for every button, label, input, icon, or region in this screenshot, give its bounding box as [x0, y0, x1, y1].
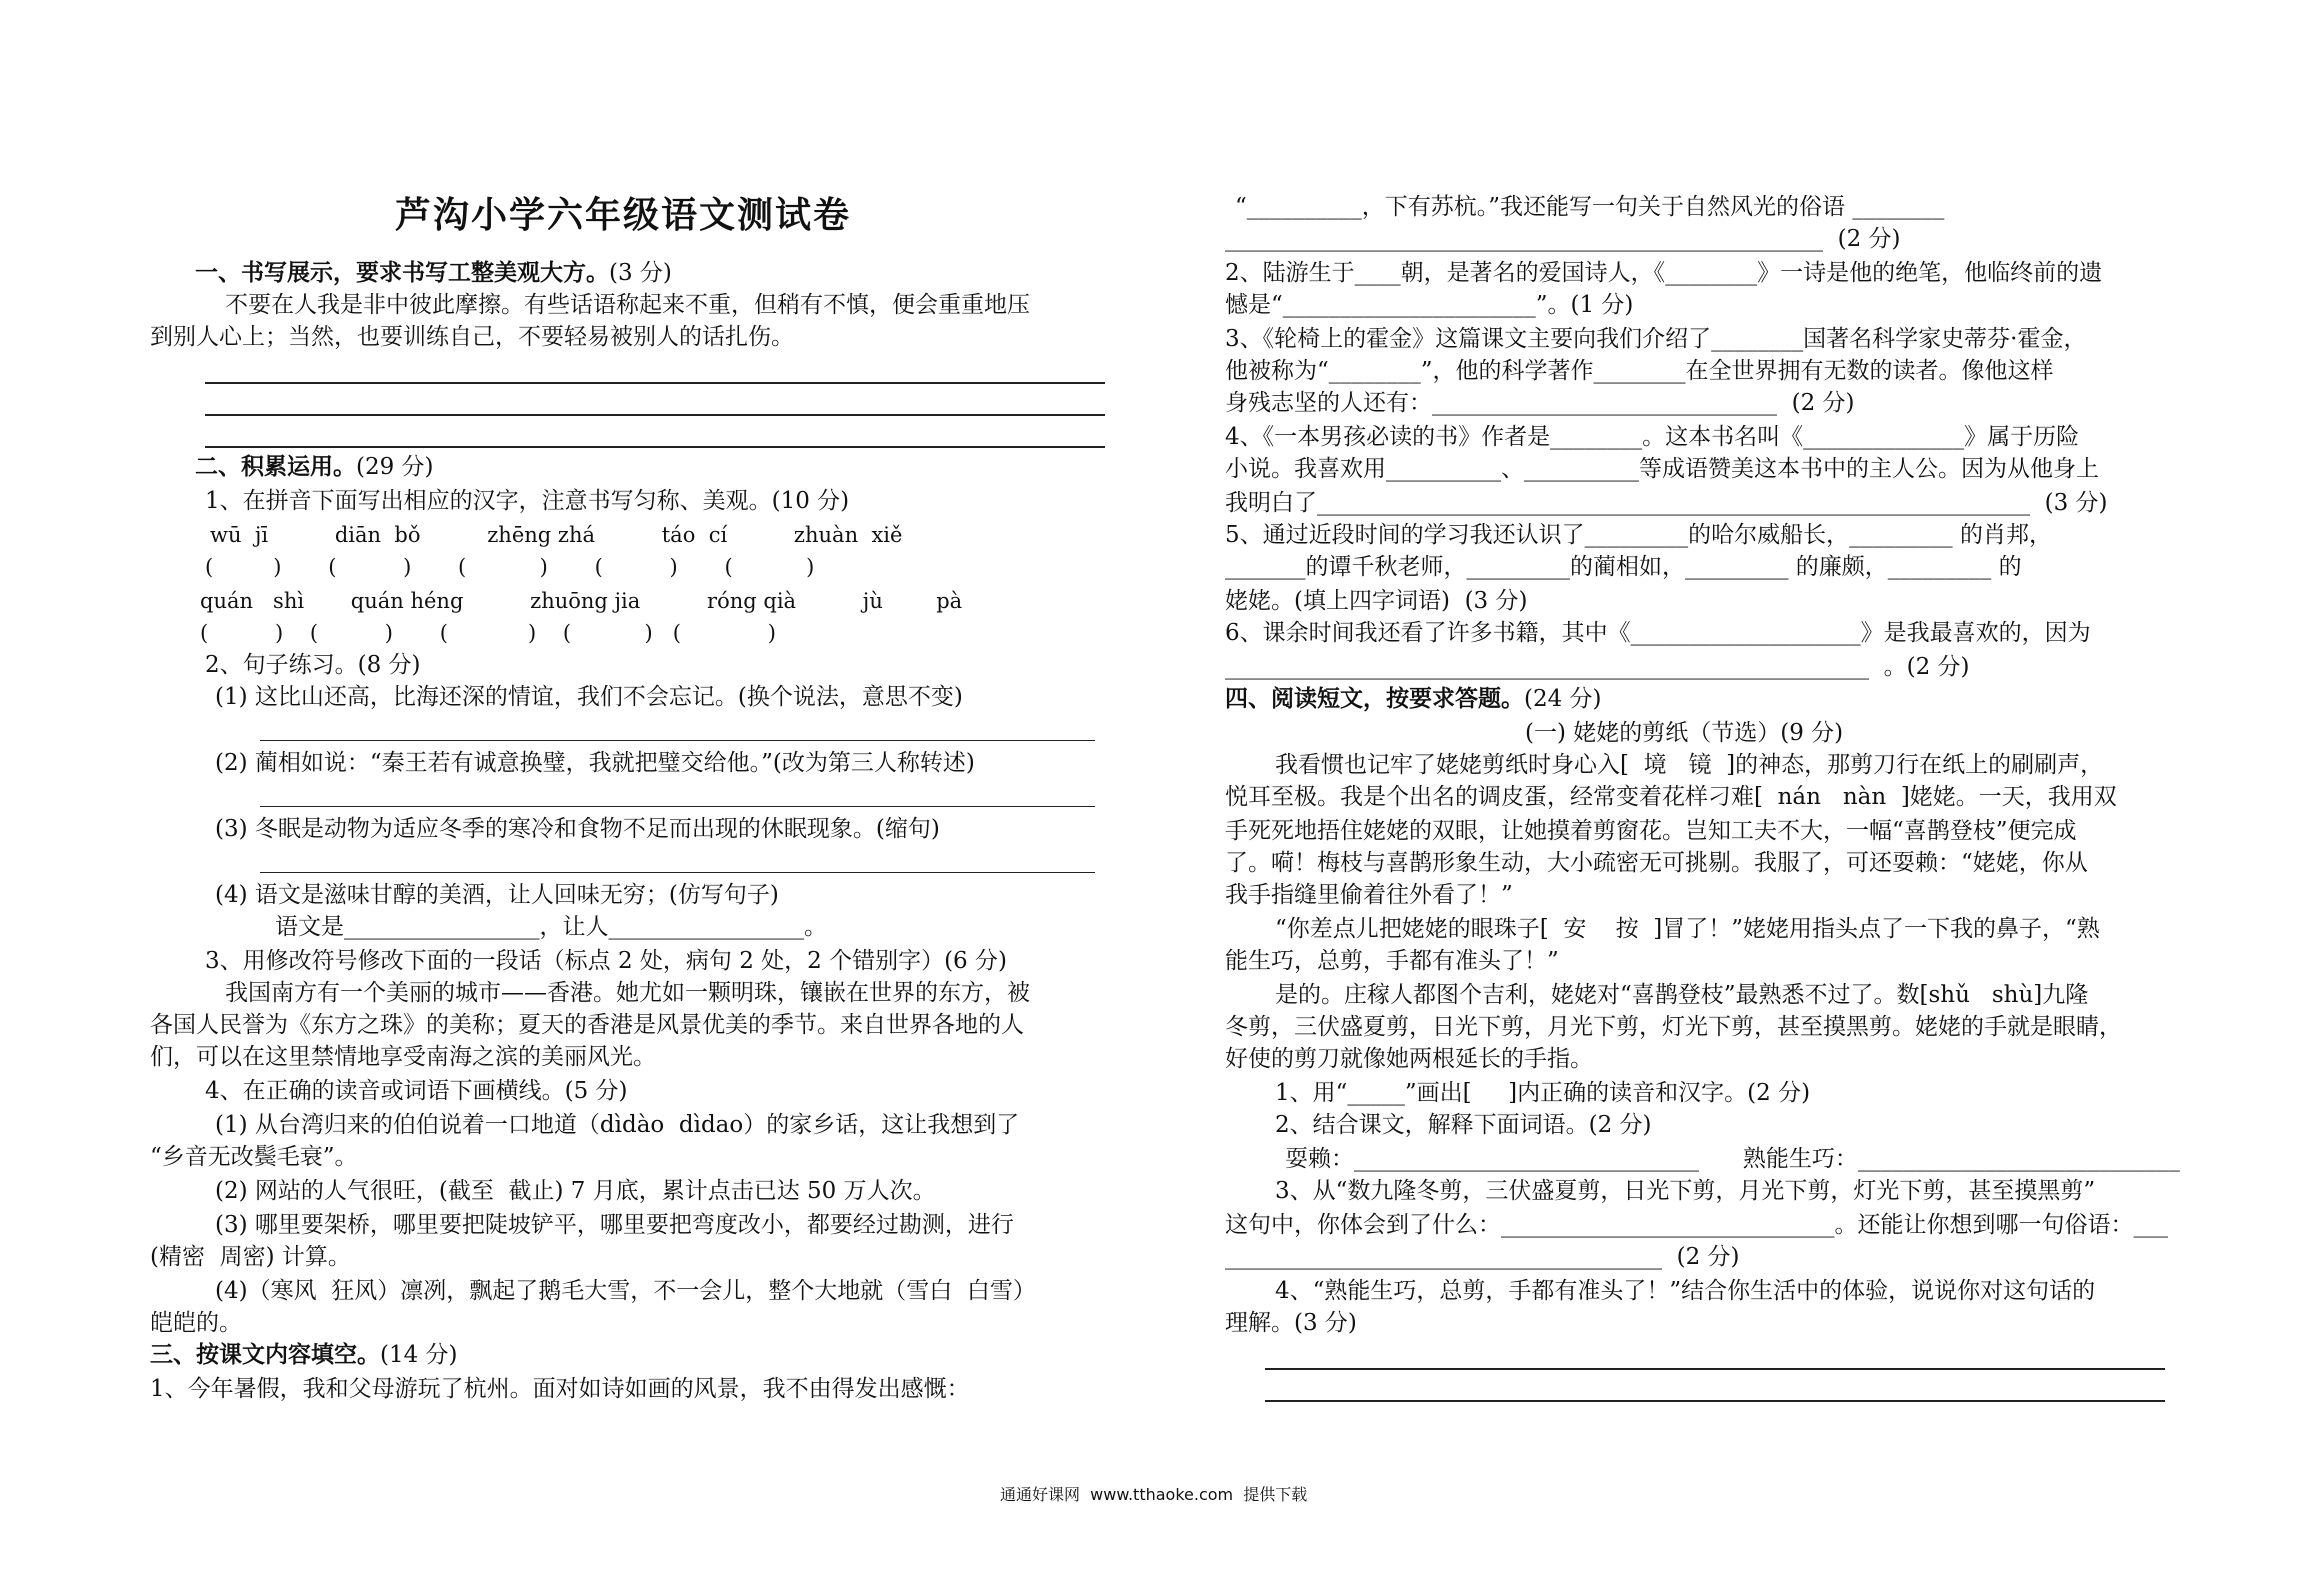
question-3-text-line: 各国人民誉为《东方之珠》的美称；夏天的香港是风景优美的季节。来自世界各地的人 [150, 1012, 1024, 1038]
question-3-text-line: 们，可以在这里禁情地享受南海之滨的美丽风光。 [150, 1044, 656, 1070]
pinyin-row-2: quán shì quán héng zhuōng jia róng qià jù pà [200, 589, 963, 613]
reading-question-3-fill: ______________________________________ (2 分) [1225, 1244, 1740, 1270]
question-4-1: (1) 从台湾归来的伯伯说着一口地道（dìdào dìdao）的家乡话，这让我想到了 [215, 1112, 1020, 1138]
fill-line: 身残志坚的人还有：______________________________ (2 分) [1225, 390, 1855, 416]
section-1-text-line: 到别人心上；当然，也要训练自己，不要轻易被别人的话扎伤。 [150, 324, 794, 350]
pinyin-row-1: wū jī diān bǒ zhēng zhá táo cí zhuàn xiě [210, 523, 903, 547]
passage-line: 好使的剪刀就像她两根延长的手指。 [1225, 1046, 1593, 1072]
fill-line: 小说。我喜欢用__________、__________等成语赞美这本书中的主人公。因为从他身上 [1225, 456, 2099, 482]
question-2-4: (4) 语文是滋味甘醇的美酒，让人回味无穷；(仿写句子) [215, 882, 779, 908]
passage-line: 手死死地捂住姥姥的双眼，让她摸着剪窗花。岂知工夫不大，一幅“喜鹊登枝”便完成 [1225, 818, 2077, 844]
passage-line: “你差点儿把姥姥的眼珠子[ 安 按 ]冒了！”姥姥用指头点了一下我的鼻子，“熟 [1275, 916, 2100, 942]
question-2: 2、句子练习。(8 分) [205, 652, 421, 678]
question-2-1: (1) 这比山还高，比海还深的情谊，我们不会忘记。(换个说法，意思不变) [215, 684, 963, 710]
passage-line: 是的。庄稼人都图个吉利，姥姥对“喜鹊登枝”最熟悉不过了。数[shǔ shù]九隆 [1275, 982, 2089, 1008]
reading-question-4-cont: 理解。(3 分) [1225, 1310, 1357, 1336]
question-4-2: (2) 网站的人气很旺，(截至 截止) 7 月底，累计点击已达 50 万人次。 [215, 1178, 936, 1204]
fill-line: ________________________________________________________ 。(2 分) [1225, 654, 1970, 680]
passage-line: 了。嗬！梅枝与喜鹊形象生动，大小疏密无可挑剔。我服了，可还耍赖：“姥姥，你从 [1225, 850, 2088, 876]
bracket-row-1: ( ) ( ) ( ) ( ) ( ) [205, 555, 815, 579]
section-3-heading: 三、按课文内容填空。(14 分) [150, 1341, 458, 1368]
question-2-4-fill: 语文是_________________，让人_________________。 [275, 914, 827, 940]
bracket-row-2: ( ) ( ) ( ) ( ) ( ) [200, 621, 776, 645]
fill-line: _______的谭千秋老师，_________的蔺相如，_________ 的廉颇，_________ 的 [1225, 554, 2022, 580]
answer-line [1265, 1368, 2165, 1370]
fill-line: ____________________________________________________ (2 分) [1225, 226, 1901, 252]
reading-question-1: 1、用“_____”画出[ ]内正确的读音和汉字。(2 分) [1275, 1080, 1811, 1106]
answer-line [260, 740, 1095, 741]
question-4: 4、在正确的读音或词语下画横线。(5 分) [205, 1078, 628, 1104]
question-4-4-cont: 皑皑的。 [150, 1310, 242, 1336]
fill-line: 他被称为“________”，他的科学著作________在全世界拥有无数的读者。像他这样 [1225, 358, 2054, 384]
passage-title: (一) 姥姥的剪纸（节选）(9 分) [1525, 720, 1844, 746]
question-4-1-cont: “乡音无改鬓毛衰”。 [150, 1144, 358, 1170]
question-3: 3、用修改符号修改下面的一段话（标点 2 处，病句 2 处，2 个错别字）(6 分) [205, 948, 1007, 974]
reading-question-3-cont: 这句中，你体会到了什么：_____________________________。还能让你想到哪一句俗语：___ [1225, 1212, 2168, 1238]
passage-line: 能生巧，总剪，手都有准头了！” [1225, 948, 1559, 974]
passage-line: 我手指缝里偷着往外看了！” [1225, 882, 1513, 908]
reading-question-3: 3、从“数九隆冬剪，三伏盛夏剪，日光下剪，月光下剪，灯光下剪，甚至摸黑剪” [1275, 1178, 2096, 1204]
section-1-text-line: 不要在人我是非中彼此摩擦。有些话语称起来不重，但稍有不慎，便会重重地压 [225, 292, 1030, 318]
writing-line [205, 414, 1105, 416]
reading-question-2-fill: 耍赖：______________________________ 熟能生巧：____________________________ [1285, 1146, 2180, 1172]
passage-line: 冬剪，三伏盛夏剪，日光下剪，月光下剪，灯光下剪，甚至摸黑剪。姥姥的手就是眼睛， [1225, 1014, 2122, 1040]
passage-line: 悦耳至极。我是个出名的调皮蛋，经常变着花样刁难[ nán nàn ]姥姥。一天，我用双 [1225, 784, 2117, 810]
answer-line [260, 806, 1095, 807]
fill-line: 6、课余时间我还看了许多书籍，其中《____________________》是我最喜欢的，因为 [1225, 620, 2091, 646]
writing-line [205, 446, 1105, 448]
answer-line [1265, 1400, 2165, 1402]
section-4-heading: 四、阅读短文，按要求答题。(24 分) [1225, 685, 1602, 712]
fill-line: 4、《一本男孩必读的书》作者是________。这本书名叫《______________》属于历险 [1225, 424, 2080, 450]
page-title: 芦沟小学六年级语文测试卷 [395, 194, 852, 236]
question-3-text-line: 我国南方有一个美丽的城市——香港。她尤如一颗明珠，镶嵌在世界的东方，被 [225, 980, 1030, 1006]
fill-line: 5、通过近段时间的学习我还认识了_________的哈尔威船长，_________ 的肖邦， [1225, 522, 2052, 548]
reading-question-4: 4、“熟能生巧，总剪，手都有准头了！”结合你生活中的体验，说说你对这句话的 [1275, 1278, 2096, 1304]
footer-credit: 通通好课网 www.tthaoke.com 提供下载 [1000, 1485, 1308, 1504]
answer-line [260, 872, 1095, 873]
section-2-heading: 二、积累运用。(29 分) [195, 453, 434, 480]
section-3-question-1: 1、今年暑假，我和父母游玩了杭州。面对如诗如画的风景，我不由得发出感慨： [150, 1376, 970, 1402]
passage-line: 我看惯也记牢了姥姥剪纸时身心入[ 境 镜 ]的神态，那剪刀行在纸上的刷刷声， [1275, 752, 2104, 778]
fill-line: 姥姥。(填上四字词语) (3 分) [1225, 588, 1528, 614]
question-4-3: (3) 哪里要架桥，哪里要把陡坡铲平，哪里要把弯度改小，都要经过勘测，进行 [215, 1212, 1014, 1238]
fill-line: 3、《轮椅上的霍金》这篇课文主要向我们介绍了________国著名科学家史蒂芬·霍金， [1225, 326, 2087, 352]
question-2-3: (3) 冬眠是动物为适应冬季的寒冷和食物不足而出现的休眠现象。(缩句) [215, 816, 940, 842]
question-4-3-cont: (精密 周密) 计算。 [150, 1244, 351, 1270]
question-4-4: (4)（寒风 狂风）凛冽，飘起了鹅毛大雪，不一会儿，整个大地就（雪白 白雪） [215, 1278, 1036, 1304]
fill-line: 憾是“______________________”。(1 分) [1225, 292, 1634, 318]
fill-line: “__________，下有苏杭。”我还能写一句关于自然风光的俗语 ________ [1235, 194, 1945, 220]
reading-question-2: 2、结合课文，解释下面词语。(2 分) [1275, 1112, 1652, 1138]
question-2-2: (2) 蔺相如说：“秦王若有诚意换璧，我就把璧交给他。”(改为第三人称转述) [215, 750, 975, 776]
fill-line: 我明白了______________________________________________________________ (3 分) [1225, 490, 2108, 516]
writing-line [205, 382, 1105, 384]
section-1-heading: 一、书写展示，要求书写工整美观大方。(3 分) [195, 259, 672, 286]
fill-line: 2、陆游生于____朝，是著名的爱国诗人，《________》一诗是他的绝笔，他临终前的遗 [1225, 260, 2103, 286]
question-1: 1、在拼音下面写出相应的汉字，注意书写匀称、美观。(10 分) [205, 488, 850, 514]
